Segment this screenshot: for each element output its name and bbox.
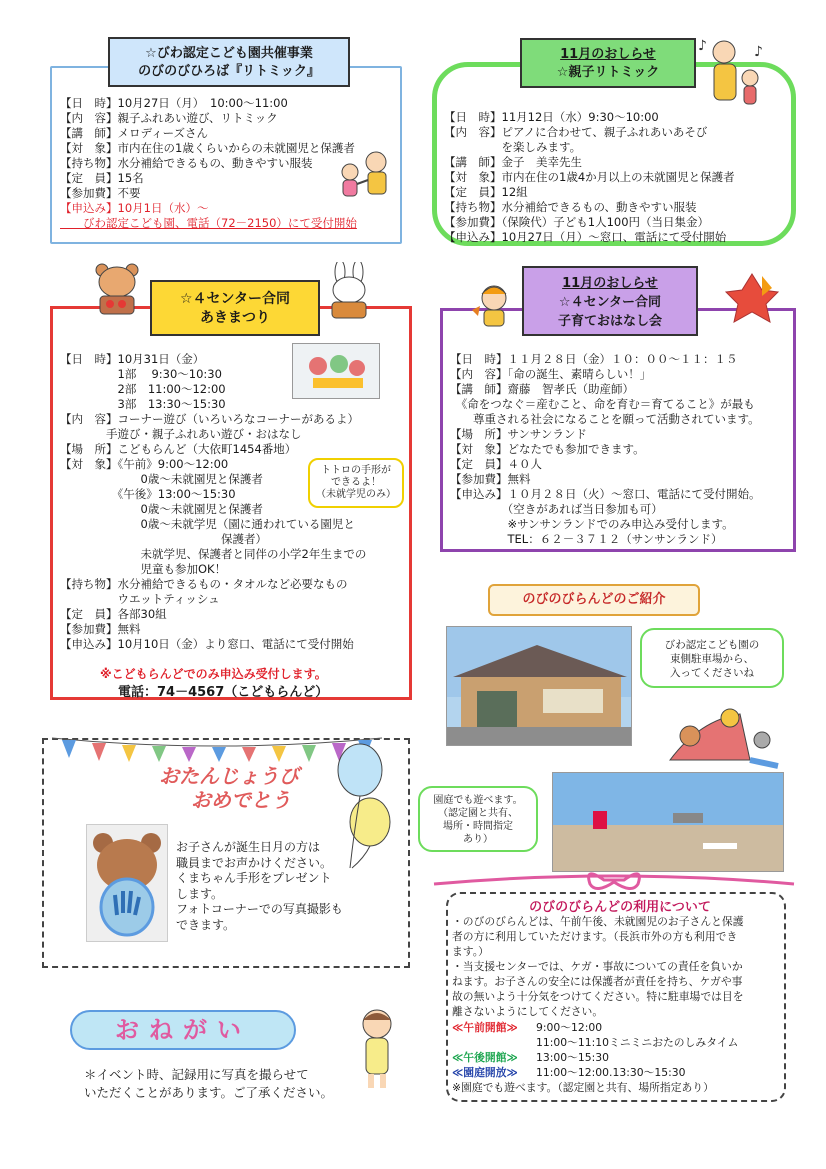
story-line: （空きがあれば当日参加も可）	[450, 502, 663, 516]
usage-am-label: ≪午前開館≫	[452, 1021, 518, 1034]
autumn-line: 【内 容】コーナー遊び（いろいろなコーナーがあるよ）	[60, 412, 359, 426]
yard-bubble	[418, 786, 538, 852]
yard-photo-image	[553, 773, 784, 872]
usage-line: ねます。お子さんの安全には保護者が責任を持ち、ケガや事	[452, 975, 743, 988]
nov-ritomic-line: 【対 象】市内在住の1歳4か月以上の未就園児と保護者	[444, 170, 735, 184]
nov-ritomic-line: 【内 容】ピアノに合わせて、親子ふれあいあそび	[444, 125, 708, 139]
story-line: 【参加費】無料	[450, 472, 531, 486]
birthday-line: フォトコーナーでの写真撮影も	[176, 902, 343, 916]
autumn-details	[60, 352, 410, 652]
bear-handprint-photo	[86, 824, 168, 942]
intro-title-text: のびのびらんどのご紹介	[522, 592, 666, 607]
autumn-line: 【持ち物】水分補給できるもの・タオルなど必要なもの	[60, 577, 348, 591]
autumn-line: 【日 時】10月31日（金）	[60, 352, 205, 366]
handprint-bubble-line1: トトロの手形が	[321, 465, 391, 476]
autumn-line: 未就学児、保護者と同伴の小学2年生までの	[60, 547, 367, 561]
usage-line: 故の無いよう十分気をつけてください。特に駐車場では目を	[452, 990, 744, 1003]
birthday-banner	[134, 764, 324, 812]
ritomic-line: 【定 員】15名	[60, 171, 144, 185]
ritomic-line: 【講 師】メロディーズさん	[60, 126, 209, 140]
usage-am-time2: 11:00～11:10ミニミニおたのしみタイム	[536, 1036, 739, 1049]
usage-pm-time: 13:00～15:30	[536, 1051, 610, 1064]
bear-illustration	[92, 262, 142, 318]
autumn-line: 【対 象】《午前》9:00～12:00	[60, 457, 229, 471]
autumn-phone: 電話：74－4567（こどもらんど）	[118, 685, 329, 700]
usage-am-row2	[452, 1035, 786, 1050]
nov-ritomic-line: 【日 時】11月12日（水）9:30～10:00	[444, 110, 659, 124]
yard-bubble-line3: 場所・時間指定	[443, 821, 513, 832]
usage-am-row	[452, 1020, 786, 1035]
rabbit-illustration	[324, 262, 374, 320]
autumn-line: 児童も参加OK！	[60, 562, 227, 576]
story-line: 【内 容】「命の誕生、素晴らしい！」	[450, 367, 652, 381]
autumn-title-line1: ☆４センター合同	[180, 291, 290, 307]
story-line: 【講 師】齋藤 智孝氏（助産師）	[450, 382, 634, 396]
nov-ritomic-title-line2: ☆親子リトミック	[556, 65, 660, 80]
ritomic-title-line2: のびのびひろば『リトミック』	[138, 64, 320, 79]
intro-title	[488, 584, 700, 616]
usage-line: ます。）	[452, 945, 489, 958]
ritomic-apply-1: 【申込み】10月1日（水）～	[60, 201, 209, 215]
story-title-line2: ☆４センター合同	[558, 295, 662, 310]
usage-details	[452, 914, 786, 1095]
autumn-line: 保護者）	[60, 532, 267, 546]
autumn-note: ※こどもらんどでのみ申込み受付します。	[100, 667, 327, 681]
usage-line: ・のびのびらんどは、午前午後、未就園児のお子さんと保護	[452, 915, 744, 928]
birthday-line: お子さんが誕生日月の方は	[176, 840, 321, 854]
story-title-line1: 11月のおしらせ	[562, 276, 658, 291]
usage-line: 離さないようにしてください。	[452, 1005, 604, 1018]
autumn-line: ウエットティッシュ	[60, 592, 220, 606]
request-line1: ＊イベント時、記録用に写真を撮らせて	[84, 1067, 309, 1082]
story-details	[450, 352, 794, 547]
ritomic-apply-2: びわ認定こども園、電話（72－2150）にて受付開始	[60, 216, 357, 230]
birthday-banner-line1: おたんじょうび	[159, 764, 299, 788]
nov-ritomic-line: を楽しみます。	[444, 140, 582, 154]
nov-ritomic-details	[444, 110, 794, 245]
story-line: 【対 象】どなたでも参加できます。	[450, 442, 645, 456]
ritomic-title	[108, 37, 350, 87]
usage-line: ・当支援センターでは、ケガ・事故についての責任を負いか	[452, 960, 743, 973]
birthday-line: できます。	[176, 917, 236, 932]
usage-yard-time: 11:00～12:00.13:30～15:30	[536, 1066, 686, 1079]
nov-ritomic-line: 【講 師】金子 美幸先生	[444, 155, 582, 169]
birthday-banner-line2: おめでとう	[191, 788, 291, 812]
usage-yard-label: ≪園庭開放≫	[452, 1066, 518, 1079]
autumn-line: 0歳～未就園児と保護者	[60, 502, 263, 516]
story-line: ※サンサンランドでのみ申込み受付します。	[450, 517, 734, 531]
ritomic-line: 【内 容】親子ふれあい遊び、リトミック	[60, 111, 278, 125]
autumn-line: 【申込み】10月10日（金）より窓口、電話にて受付開始	[60, 637, 354, 651]
request-text	[84, 1066, 354, 1102]
story-title	[522, 266, 698, 336]
parking-bubble	[640, 628, 784, 688]
autumn-line: 【定 員】各部30組	[60, 607, 167, 621]
autumn-line: 0歳～未就学児（園に通われている園児と	[60, 517, 355, 531]
autumn-line: 2部 11:00～12:00	[60, 382, 226, 396]
usage-pm-label: ≪午後開館≫	[452, 1051, 518, 1064]
birthday-text	[176, 840, 376, 933]
parent-child-dancing-illustration	[694, 34, 770, 114]
autumn-line: 【場 所】こどもらんど（大依町1454番地）	[60, 442, 297, 456]
nov-ritomic-line: 【申込み】10月27日（月）～窓口、電話にて受付開始	[444, 230, 727, 244]
story-line: 【日 時】１１月２８日（金）１０：００～１１：１５	[450, 352, 738, 366]
yard-bubble-line1: 園庭でも遊べます。	[433, 795, 523, 806]
building-photo	[446, 626, 632, 746]
ribbon-decoration	[424, 864, 804, 898]
autumn-title	[150, 280, 320, 336]
autumn-line: 3部 13:30～15:30	[60, 397, 226, 411]
yard-bubble-line4: あり）	[463, 834, 493, 845]
request-line2: いただくことがあります。ご了承ください。	[84, 1085, 334, 1100]
story-line: 尊重される社会になることを願って活動されています。	[450, 412, 760, 426]
birthday-line: します。	[176, 886, 224, 901]
usage-pm-row	[452, 1050, 786, 1065]
story-title-line3: 子育ておはなし会	[557, 314, 662, 329]
bowing-girl-illustration	[352, 1006, 402, 1092]
autumn-line: 【参加費】無料	[60, 622, 141, 636]
ritomic-line: 【参加費】不要	[60, 186, 141, 200]
nov-ritomic-line: 【持ち物】水分補給できるもの、動きやすい服装	[444, 200, 697, 214]
handprint-bubble-line3: （未就学児のみ）	[316, 489, 396, 500]
autumn-line: 0歳～未就園児と保護者	[60, 472, 263, 486]
autumn-line: 《午後》13:00～15:30	[60, 487, 236, 501]
parking-bubble-line1: びわ認定こども園の	[664, 639, 760, 651]
ritomic-line: 【日 時】10月27日（月） 10:00～11:00	[60, 96, 288, 110]
story-line: 【定 員】４０人	[450, 457, 542, 471]
request-title	[70, 1010, 296, 1050]
birthday-line: 職員までお声かけください。	[176, 855, 333, 870]
autumn-line: 手遊び・親子ふれあい遊び・おはなし	[60, 427, 302, 441]
usage-yard-row	[452, 1065, 786, 1080]
birthday-line: くまちゃん手形をプレゼント	[176, 871, 332, 885]
svg-text:♪: ♪	[754, 44, 763, 60]
nov-ritomic-title	[520, 38, 696, 88]
bear-handprint-icon	[87, 825, 167, 941]
yard-photo	[552, 772, 784, 872]
building-photo-image	[447, 627, 632, 746]
autumn-title-line2: あきまつり	[200, 310, 270, 326]
parking-bubble-line2: 東側駐車場から、	[670, 653, 754, 665]
request-title-text: おねがい	[115, 1016, 251, 1044]
story-line: TEL：６２－３７１２（サンサンランド）	[450, 532, 723, 546]
ritomic-line: 【対 象】市内在住の1歳くらいからの未就園児と保護者	[60, 141, 355, 155]
usage-yard-note: ※園庭でも遊べます。（認定園と共有、場所指定あり）	[452, 1081, 714, 1094]
ritomic-title-line1: ☆びわ認定こども園共催事業	[145, 46, 313, 61]
usage-am-time: 9:00～12:00	[536, 1021, 603, 1034]
autumn-leaves-illustration	[722, 270, 782, 330]
nov-ritomic-line: 【参加費】（保険代）子ども1人100円（当日集金）	[444, 215, 710, 229]
usage-line: 者の方に利用していただけます。（長浜市外の方も利用でき	[452, 930, 738, 943]
story-line: 《命をつなぐ＝産むこと、命を育む＝育てること》が最も	[450, 397, 755, 411]
yard-bubble-line2: （認定園と共有、	[438, 808, 518, 819]
nov-ritomic-line: 【定 員】12組	[444, 185, 528, 199]
svg-text:♪: ♪	[698, 38, 707, 54]
usage-title: のびのびらんどの利用について	[529, 900, 711, 915]
animals-slide-illustration	[650, 700, 780, 770]
autumn-line: 1部 9:30～10:30	[60, 367, 222, 381]
story-line: 【申込み】１０月２８日（火）～窓口、電話にて受付開始。	[450, 487, 761, 501]
nov-ritomic-title-line1: 11月のおしらせ	[560, 47, 656, 62]
autumn-kid-illustration	[468, 280, 518, 332]
ritomic-line: 【持ち物】水分補給できるもの、動きやすい服装	[60, 156, 313, 170]
story-line: 【場 所】サンサンランド	[450, 427, 587, 441]
parking-bubble-line3: 入ってくださいね	[670, 667, 754, 679]
dancing-kids-illustration	[330, 148, 400, 208]
handprint-bubble-line2: できるよ！	[331, 477, 381, 488]
